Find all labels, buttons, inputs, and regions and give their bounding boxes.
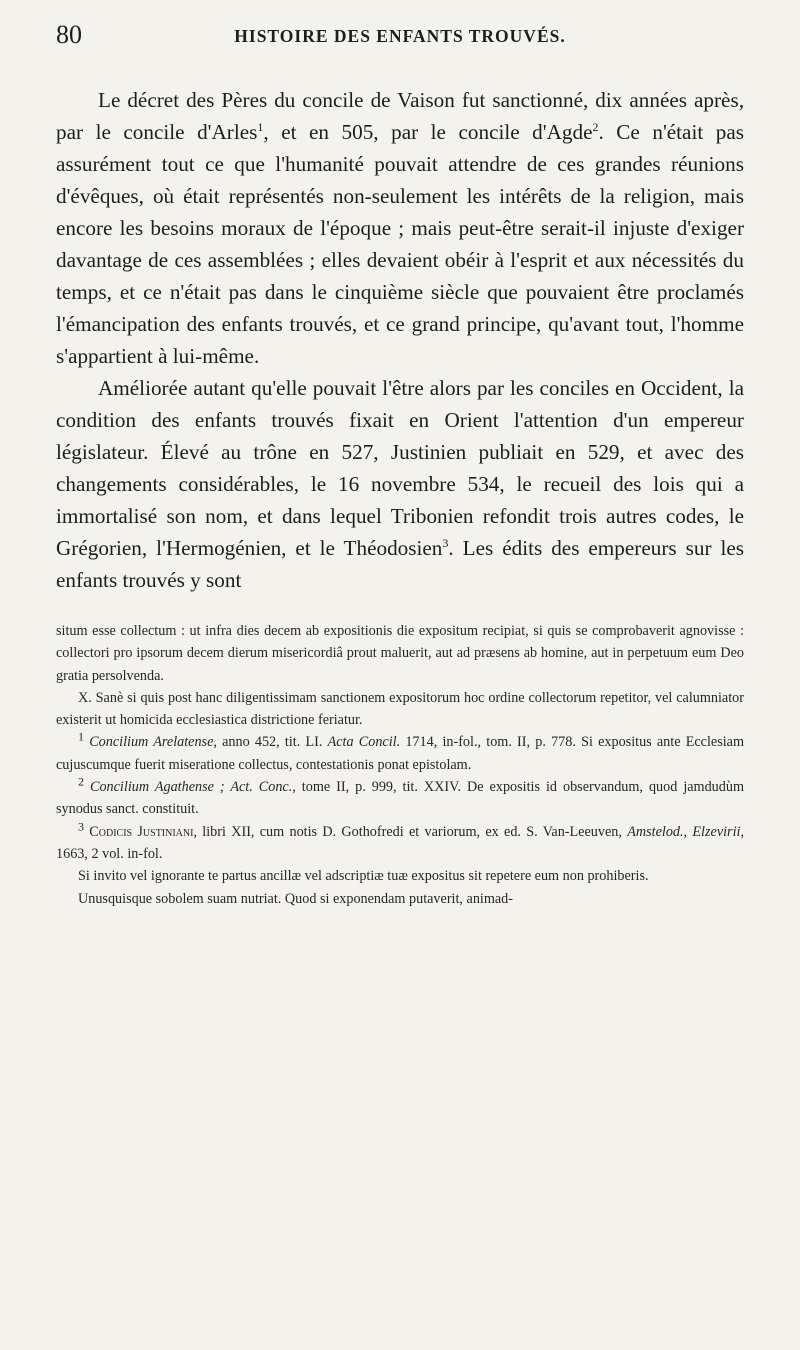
book-page [56,18,744,910]
footnote-continued: situm esse collectum : ut infra dies decem ab expositionis die expositum recipiat, si quis se comprobaverit agnovisse : collectori pro ipsorum decem dierum misericordiâ prout maluerit, aut ad præsens ab homine, aut in perpetuum eum Deo gratia persolvenda. [56,623,744,684]
footnote-1 [56,731,744,776]
paragraph-2-part-b: . Les édits des empereurs sur les enfants trouvés y sont [56,536,744,592]
paragraph-1 [56,84,744,372]
footnote-3-quote-2: Unusquisque sobolem suam nutriat. Quod si exponendam putaverit, animad- [78,890,514,907]
paragraph-1-part-b: , et en 505, par le concile d'Agde [263,120,593,144]
paragraph-1-part-c: . Ce n'était pas assurément tout ce que l'humanité pouvait attendre de ces grandes réunions d'évêques, où était représentés non-seulement les intérêts de la religion, mais encore les besoins moraux de l'époque ; mais peut-être serait-il injuste d'exiger davantage de ces assemblées ; elles devaient obéir à l'esprit et aux nécessités du temps, et ce n'était pas dans le cinquième siècle que pouvaient être proclamés l'émancipation des enfants trouvés, et ce grand principe, qu'avant tout, l'homme s'appartient à lui-même. [56,120,744,368]
footnotes [56,620,744,910]
footnote-ref-2: 2 [592,119,599,134]
footnote-2-title: Concilium Agathense ; Act. Conc. [89,779,293,796]
paragraph-2 [56,372,744,596]
footnote-2-text: , tome II, p. 999, tit. XXIV. De expositis id observandum, quod jamdudùm synodus sanct. constituit. [56,779,744,818]
footnote-ref-3: 3 [442,535,449,550]
footnote-3-mark: 3 [78,818,84,833]
paragraph-2-part-a: Améliorée autant qu'elle pouvait l'être alors par les conciles en Occident, la condition des enfants trouvés fixait en Orient l'attention d'un empereur législateur. Élevé au trône en 527, Justinien publiait en 529, et avec des changements considérables, le 16 novembre 534, le recueil des lois qui a immortalisé son nom, et dans lequel Tribonien refondit trois autres codes, le Grégorien, l'Hermogénien, et le Théodosien [56,376,744,560]
footnote-2 [56,776,744,821]
footnote-1-text: , anno 452, tit. LI. [213,734,328,751]
running-title: HISTOIRE DES ENFANTS TROUVÉS. [234,26,566,46]
footnote-3-text: , libri XII, cum notis D. Gothofredi et variorum, ex ed. S. Van-Leeuven, [193,823,628,840]
footnote-1-title-2: Acta Concil. [327,734,401,751]
paragraph-1-part-a: Le décret des Pères du concile de Vaison fut sanctionné, dix années après, par le concile d'Arles [56,88,744,144]
page-header [56,18,744,62]
main-text [56,84,744,596]
footnote-x: X. Sanè si quis post hanc diligentissimam sanctionem expositorum hoc ordine collectorum repetitor, vel calumniator existerit ut homicida ecclesiastica districtione feriatur. [56,689,744,729]
footnote-1-text-2: 1714, in-fol., tom. II, p. 778. Si expositus ante Ecclesiam cujuscumque fuerit miseratione collectus, contestationis ponat epistolam. [56,734,744,773]
footnote-3-quote-1: Si invito vel ignorante te partus ancillæ vel adscriptiæ tuæ expositus sit repetere eum non prohiberis. [78,868,649,885]
footnote-ref-1: 1 [257,119,264,134]
footnote-2-mark: 2 [78,774,84,789]
footnote-3-text-2: , 1663, 2 vol. in-fol. [56,823,745,862]
page-number: 80 [56,20,82,49]
footnote-3-title-2: Amstelod., Elzevirii [627,823,741,840]
footnote-1-mark: 1 [78,729,84,744]
footnote-3-title: Codicis Justiniani [89,823,194,840]
footnote-3 [56,818,745,866]
footnote-1-title: Concilium Arelatense [89,734,214,751]
